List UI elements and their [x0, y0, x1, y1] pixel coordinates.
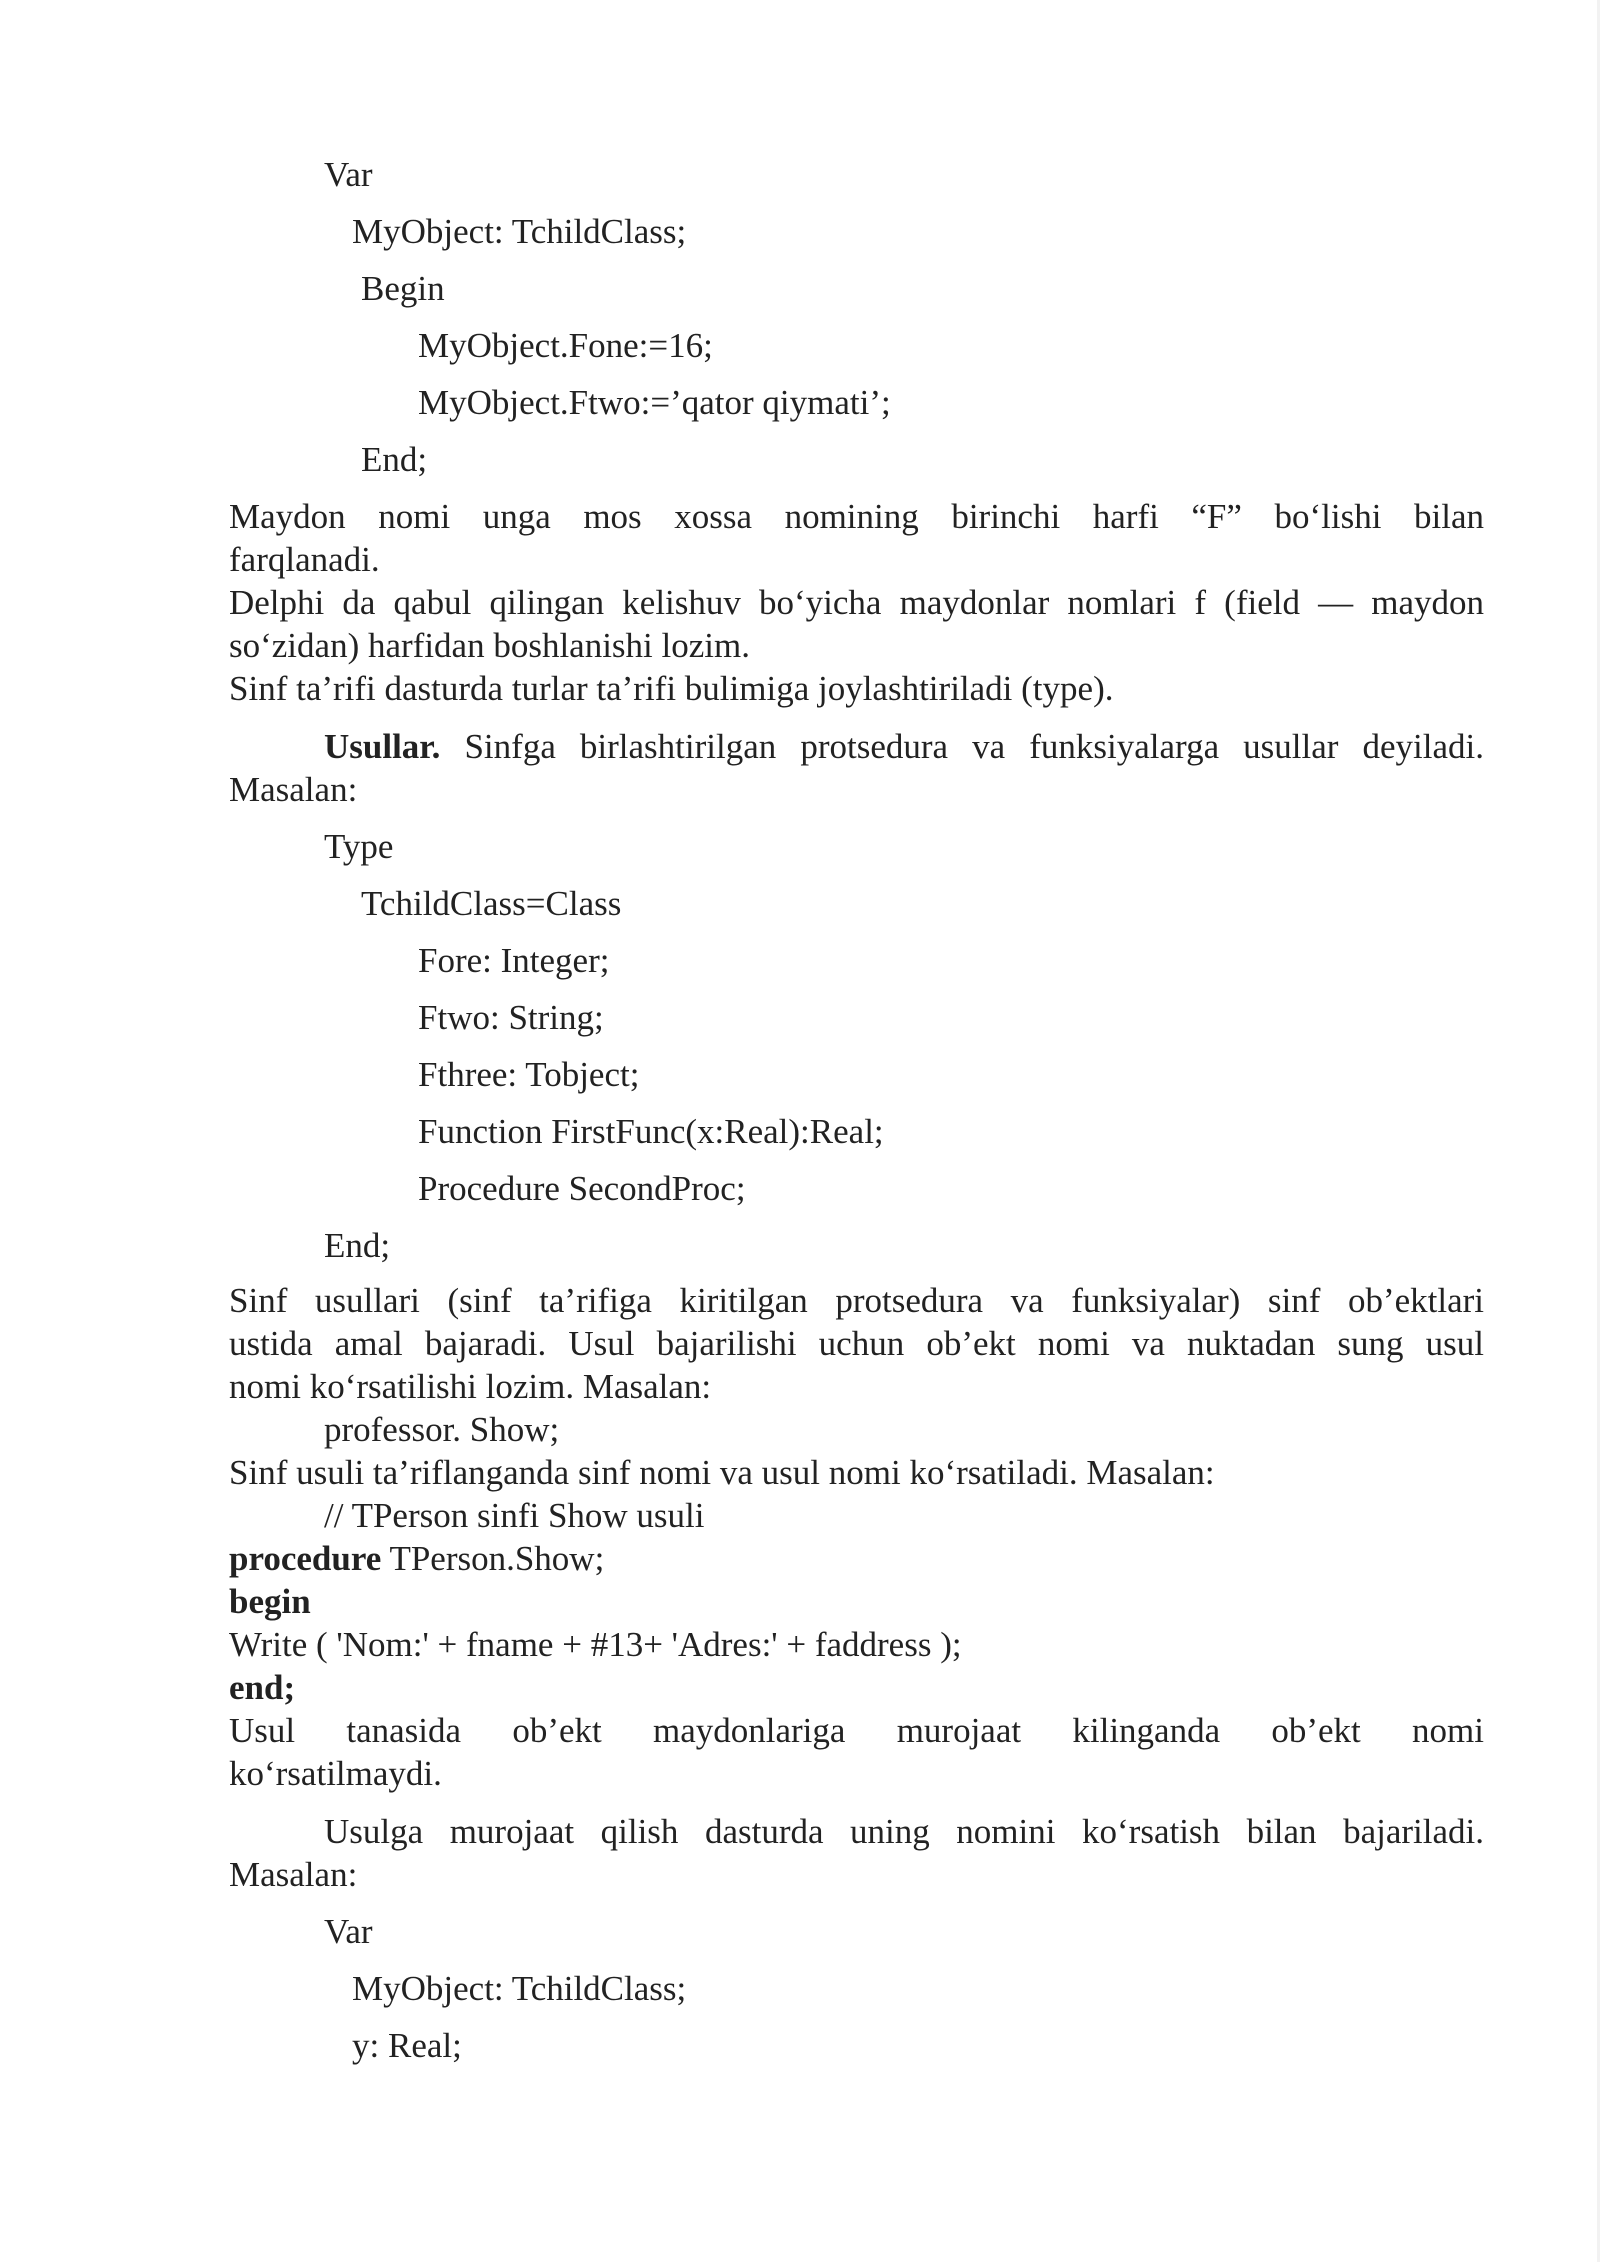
code-procedure-line [229, 1537, 604, 1580]
code-method: Function FirstFunc(x:Real):Real; [418, 1112, 884, 1151]
code-class-declaration: TchildClass=Class [361, 884, 622, 923]
code-statement: Write ( 'Nom:' + fname + #13+ 'Adres:' + faddress ); [229, 1625, 962, 1664]
code-var-keyword: Var [324, 155, 373, 194]
code-statement: MyObject.Fone:=16; [418, 326, 713, 365]
paragraph-line: Sinf usullari (sinf ta’rifiga kiritilgan protsedura va funksiyalar) sinf ob’ektlari [229, 1281, 1484, 1320]
code-keyword [229, 1580, 311, 1623]
paragraph-line: Usul tanasida ob’ekt maydonlariga murojaat kilinganda ob’ekt nomi [229, 1711, 1484, 1750]
code-declaration: MyObject: TchildClass; [352, 1969, 687, 2008]
code-end: end; [229, 1668, 296, 1707]
paragraph-line: farqlanadi. [229, 540, 380, 579]
paragraph-text: Sinfga birlashtirilgan protsedura va funksiyalarga usullar deyiladi. [464, 727, 1484, 766]
paragraph-line: Maydon nomi unga mos xossa nomining birinchi harfi “F” bo‘lishi bilan [229, 497, 1484, 536]
code-comment: // TPerson sinfi Show usuli [324, 1496, 705, 1535]
code-end: End; [324, 1226, 391, 1265]
paragraph-line: so‘zidan) harfidan boshlanishi lozim. [229, 626, 750, 665]
paragraph-line: Sinf usuli ta’riflanganda sinf nomi va usul nomi ko‘rsatiladi. Masalan: [229, 1453, 1215, 1492]
code-statement: MyObject.Ftwo:=’qator qiymati’; [418, 383, 891, 422]
paragraph-line: Masalan: [229, 1855, 358, 1894]
code-field: Fore: Integer; [418, 941, 610, 980]
code-call-example: professor. Show; [324, 1410, 560, 1449]
code-end: End; [361, 440, 428, 479]
paragraph-line: nomi ko‘rsatilishi lozim. Masalan: [229, 1367, 712, 1406]
paragraph-line: Sinf ta’rifi dasturda turlar ta’rifi bulimiga joylashtiriladi (type). [229, 669, 1114, 708]
code-var-keyword: Var [324, 1912, 373, 1951]
paragraph-line: ustida amal bajaradi. Usul bajarilishi uchun ob’ekt nomi va nuktadan sung usul [229, 1324, 1484, 1363]
code-type-keyword: Type [324, 827, 394, 866]
paragraph-line: ko‘rsatilmaydi. [229, 1754, 442, 1793]
code-keyword: procedure [229, 1539, 382, 1578]
paragraph-line: Masalan: [229, 770, 358, 809]
code-begin: Begin [361, 269, 445, 308]
code-field: Ftwo: String; [418, 998, 604, 1037]
section-heading: Usullar. [324, 727, 441, 766]
code-procedure-name: TPerson.Show; [389, 1539, 605, 1578]
code-keyword [229, 1666, 295, 1709]
paragraph-line [324, 725, 1484, 768]
code-field: Fthree: Tobject; [418, 1055, 640, 1094]
code-begin: begin [229, 1582, 311, 1621]
code-declaration: MyObject: TchildClass; [352, 212, 687, 251]
paragraph-line: Delphi da qabul qilingan kelishuv bo‘yicha maydonlar nomlari f (field — maydon [229, 583, 1484, 622]
paragraph-line: Usulga murojaat qilish dasturda uning nomini ko‘rsatish bilan bajariladi. [324, 1812, 1484, 1851]
code-declaration: y: Real; [352, 2026, 462, 2065]
code-method: Procedure SecondProc; [418, 1169, 746, 1208]
